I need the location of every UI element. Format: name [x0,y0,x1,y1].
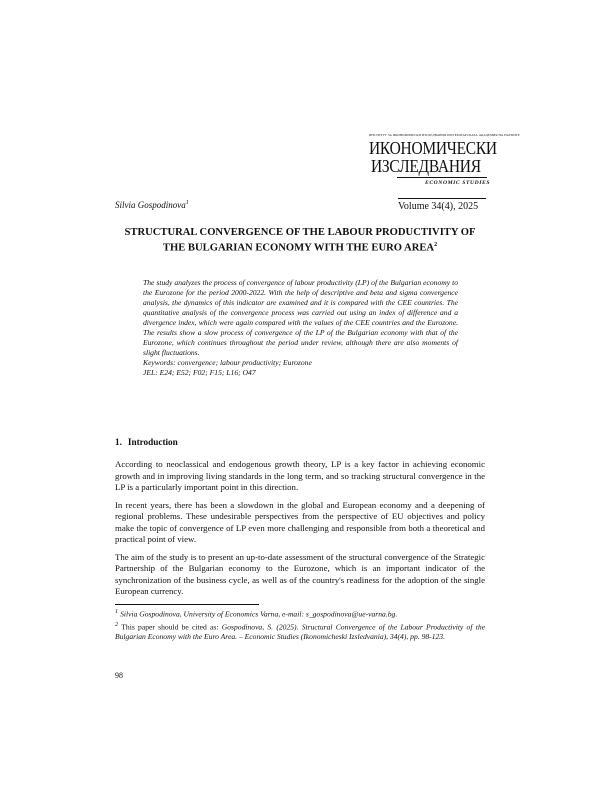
paragraph: The aim of the study is to present an up-to-date assessment of the structural convergence of the Strategic Partnership of the Bulgarian economy to the Eurozone, which is an important indicator of the synchronization of the business cycle, as well as of the country's readiness for the adoption of the single European currency. [115,551,485,596]
section-title: Introduction [127,437,178,447]
logo-title-line2: ИЗСЛЕДВАНИЯ [371,156,481,176]
paper-title: STRUCTURAL CONVERGENCE OF THE LABOUR PRODUCTIVITY OF THE BULGARIAN ECONOMY WITH THE EURO AREA$^2$ [124,227,476,254]
abstract [143,278,458,378]
footnotes [115,607,485,642]
page-number: 98 [115,671,123,680]
body-text [115,459,485,604]
author-name: Silvia Gospodinova$^1$ [115,200,189,210]
section-number: 1. [115,437,122,447]
logo-institute-text: ИНСТИТУТ ЗА ИКОНОМИЧЕСКИ ИЗСЛЕДВАНИЯ ПРИ БЪЛГАРСКАТА АКАДЕМИЯ НА НАУКИТЕ [369,133,520,137]
abstract-text: The study analyzes the process of convergence of labour productivity (LP) of the Bulgarian economy to the Eurozone for the period 2000-2022. With the help of descriptive and beta and sigma convergence analysis, the dynamics of this indicator are examined and it is compared with the CEE countries. The quantitative analysis of the convergence process was carried out using an index of difference and a divergence index, which were again compared with the values of the CEE countries and the Eurozone. The results show a slow process of convergence of the LP of the Bulgarian economy with that of the Eurozone, which continues throughout the period under review, although there are also moments of slight fluctuations. [143,278,458,357]
author-footnote-mark: 1 [185,200,189,206]
keywords: Keywords: convergence; labour productivity; Eurozone [143,358,312,367]
paragraph: In recent years, there has been a slowdown in the global and European economy and a deepening of regional problems. These undesirable perspectives from the perspective of EU objectives and policy make the topic of convergence of LP even more challenging and responsible from both a theoretical and practical point of view. [115,499,485,544]
title-footnote-mark: 2 [434,242,438,248]
section-heading [115,437,178,447]
footnote-rule [115,604,259,605]
paragraph: According to neoclassical and endogenous growth theory, LP is a key factor in achieving economic growth and in improving living standards in the long term, and so tracking structural convergence in the LP is a particularly important point in this direction. [115,459,485,492]
jel-codes: JEL: E24; E52; F02; F15; L16; O47 [143,368,256,377]
footnote-2: $^2$ This paper should be cited as: Gospodinova, S. (2025). Structural Convergence of the Labour Productivity of the Bulgarian Economy with the Euro Area. – Economic Studies (Ikonomicheski Izsledvania), 34(4), pp. 98-123. [115,620,485,642]
logo-subtitle: ECONOMIC STUDIES [425,180,491,186]
volume-rule [398,198,486,199]
logo-rule [397,177,487,178]
volume-info: Volume 34(4), 2025 [398,201,479,212]
logo-title-line1: ИКОНОМИЧЕСКИ [369,138,497,158]
footnote-1: $^1$ Silvia Gospodinova, University of Economics Varna, e-mail: s_gospodinova@ue-varna.bg. [115,608,398,619]
journal-logo [369,133,520,191]
